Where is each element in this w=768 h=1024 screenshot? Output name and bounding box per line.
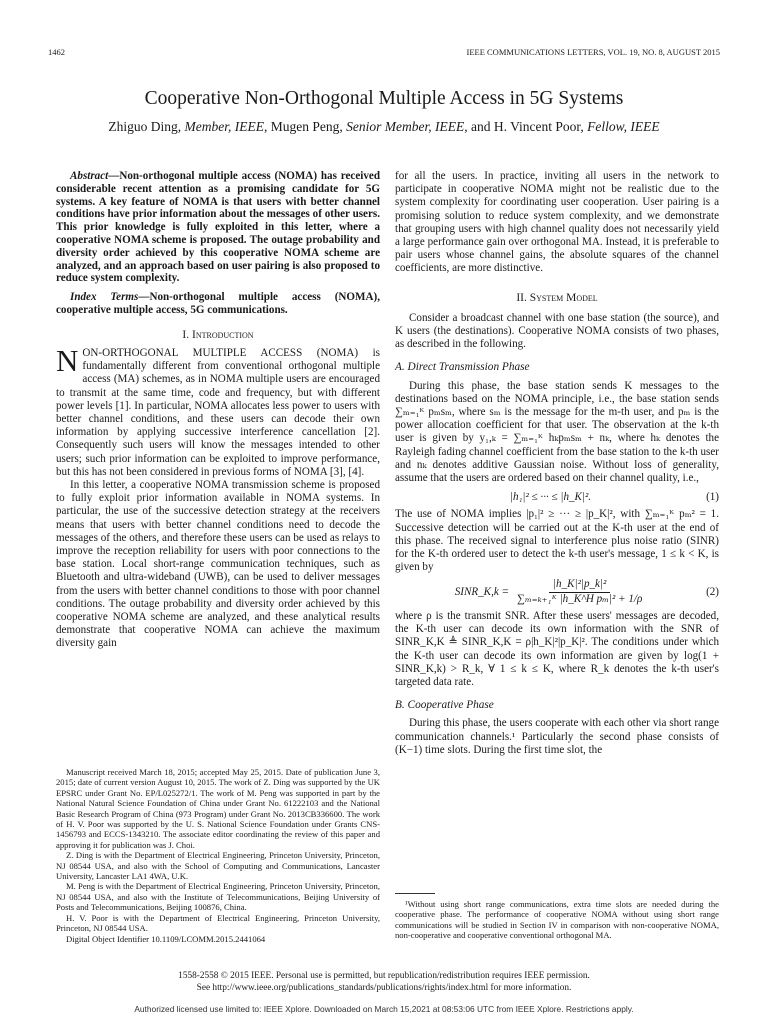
equation-1-number: (1): [706, 491, 719, 504]
equation-2-number: (2): [706, 585, 719, 598]
left-footnotes: [56, 767, 380, 944]
direct-phase-paragraph-1: During this phase, the base station sends K messages to the destinations based on the NOMA principle, i.e., the base station sends ∑ₘ₌₁ᴷ pₘsₘ, where sₘ is the message for the m-th user, and pₘ is the power allocation coefficient for that user. The observation at the k-th user is given by y₁,ₖ = ∑ₘ₌₁ᴷ hₖpₘsₘ + nₖ, where hₖ denotes the Rayleigh fading channel coefficient from the base station to the k-th user and nₖ denotes additive Gaussian noise. Without loss of generality, assume that the users are ordered based on their channel quality, i.e.,: [395, 379, 719, 485]
author-peng-role: Senior Member, IEEE: [346, 119, 465, 134]
index-terms-label: Index Terms: [70, 291, 139, 304]
drop-cap: N: [56, 342, 79, 378]
intro-paragraph-1: [56, 342, 380, 479]
direct-phase-paragraph-3: where ρ is the transmit SNR. After these users' messages are decoded, the K-th user can decode its own information with the SNR of SINR_K,K ≜ SINR_K,K = ρ|h_K|²|p_K|². The conditions under which the K-th user can decode its own information are given by log(1 + SINR_K,k) > R_k, ∀ 1 ≤ k ≤ K, where R_k denotes the k-th user's targeted data rate.: [395, 609, 719, 688]
footnote-rule: [395, 893, 435, 894]
left-column: [56, 170, 380, 651]
equation-1: [395, 491, 719, 504]
footnote-poor: H. V. Poor is with the Department of Electrical Engineering, Princeton University, Princeton, NJ 08544 USA.: [56, 912, 380, 934]
copyright-notice: 1558-2558 © 2015 IEEE. Personal use is permitted, but republication/redistribution requires IEEE permission.: [178, 971, 590, 981]
system-model-paragraph: Consider a broadcast channel with one base station (the source), and K users (the destinations). Cooperative NOMA consists of two phases, as described in the following.: [395, 311, 719, 351]
footnote-doi: Digital Object Identifier 10.1109/LCOMM.2015.2441064: [66, 933, 266, 944]
subsection-b-heading: B. Cooperative Phase: [395, 699, 494, 712]
equation-2-denominator: ∑ₘ₌ₖ₊₁ᴷ |h_K^H pₘ|² + 1/ρ: [517, 592, 643, 605]
direct-phase-paragraph-2: The use of NOMA implies |p₁|² ≥ ··· ≥ |p_K|², with ∑ₘ₌₁ᴷ pₘ² = 1. Successive detection will be carried out at the K-th user at the end of this phase. The received signal to interference plus noise ratio (SINR) for the K-th ordered user to detect the k-th user's message, 1 ≤ k < K, is given by: [395, 508, 719, 574]
copyright-link-line: See http://www.ieee.org/publications_standards/publications/rights/index.html for more information.: [196, 983, 572, 993]
intro-continuation: for all the users. In practice, inviting all users in the network to participate in cooperative NOMA might not be realistic due to the system complexity for coordinating user cooperation. User pairing is a promising solution to reduce system complexity, and we demonstrate that grouping users with high channel quality does not necessarily yield a large performance gain over orthogonal MA. Instead, it is preferable to pair users whose channel gains, the absolute squares of the channel coefficients, are more distinctive.: [395, 170, 719, 275]
section-1-heading: I. Introduction: [182, 328, 254, 341]
subsection-a-heading: A. Direct Transmission Phase: [395, 361, 530, 374]
footnote-manuscript: Manuscript received March 18, 2015; accepted May 25, 2015. Date of publication June 3, 2015; date of current version August 10, 2015. The work of Z. Ding was supported by the UK EPSRC under Grant No. EP/L025272/1. The work of M. Peng was supported in part by the National Natural Science Foundation of China under Grant No. 61222103 and the National Basic Research Program of China (973 Program) under Grant No. 2013CB336600. The work of H. V. Poor was supported by the U. S. National Science Foundation under Grants CNS-1456793 and ECCS-1343210. The associate editor coordinating the review of this paper and approving it for publication was J. Choi.: [56, 767, 380, 850]
author-poor-role: Fellow, IEEE: [587, 119, 660, 134]
section-2-heading: II. System Model: [516, 291, 598, 304]
paper-title: Cooperative Non-Orthogonal Multiple Access in 5G Systems: [144, 88, 624, 109]
license-banner: Authorized licensed use limited to: IEEE Xplore. Downloaded on March 15,2021 at 08:53:06 UTC from IEEE Xplore. Restrictions apply.: [134, 1004, 634, 1014]
author-ding-role: Member, IEEE: [184, 119, 264, 134]
author-peng: Mugen Peng,: [270, 119, 343, 134]
footnote-ding: Z. Ding is with the Department of Electrical Engineering, Princeton University, Princeton, NJ 08544 USA, and also with the School of Computing and Communications, Lancaster University, Lancaster LA1 4WA, U.K.: [56, 850, 380, 882]
index-terms: [56, 291, 380, 317]
equation-2-lhs: SINR_K,k =: [454, 585, 510, 598]
author-ding: Zhiguo Ding,: [108, 119, 182, 134]
intro-p1-text: ON-ORTHOGONAL MULTIPLE ACCESS (NOMA) is fundamentally different from conventional orthogonal multiple access (MA) schemes, as in NOMA multiple users are encouraged to transmit at the same time, code and frequency, but with different power levels [1]. In particular, NOMA allocates less power to users with better channel conditions, and these users can decode their own information by applying successive interference cancellation [2]. Consequently such users will know the messages intended to other users; such prior information can be exploited to improve performance, but this has not been considered in previous forms of NOMA [3], [4].: [56, 346, 380, 478]
equation-2-numerator: |h_K|²|p_k|²: [549, 578, 610, 592]
cooperative-phase-paragraph: During this phase, the users cooperate with each other via short range communication channels.¹ Particularly the second phase consists of (K−1) time slots. During the first time slot, the: [395, 717, 719, 756]
right-column: [395, 170, 719, 757]
right-footnotes: [395, 899, 719, 941]
equation-2-body: [395, 578, 706, 605]
journal-header: IEEE COMMUNICATIONS LETTERS, VOL. 19, NO. 8, AUGUST 2015: [466, 47, 720, 57]
author-poor: and H. Vincent Poor,: [470, 119, 584, 134]
index-terms-text: —Non-orthogonal multiple access (NOMA), cooperative multiple access, 5G communications.: [56, 291, 380, 316]
abstract-label: Abstract: [70, 170, 109, 182]
author-line: Zhiguo Ding, Member, IEEE, Mugen Peng, Senior Member, IEEE, and H. Vincent Poor, Fellow, IEEE: [108, 119, 660, 134]
intro-paragraph-2: In this letter, a cooperative NOMA transmission scheme is proposed to fully exploit prior information available in NOMA systems. In particular, the use of the successive detection strategy at the receivers means that users with better channel conditions need to decode the messages of the others, and therefore these users can be used as relays to improve the reception reliability for users with poor connections to the base station. Local short-range communication techniques, such as Bluetooth and ultra-wideband (UWB), can be used to deliver messages from the users with better channel conditions to those with poor channel conditions. The outage probability and diversity order achieved by this cooperative NOMA scheme are analyzed, and these analytical results demonstrate that cooperative NOMA can achieve the maximum diversity gain: [56, 479, 380, 650]
footnote-peng: M. Peng is with the Department of Electrical Engineering, Princeton University, Princeton, NJ 08544 USA, and also with the Institute of Telecommunications, Beijing University of Posts and Telecommunications, Beijing 100876, China.: [56, 881, 380, 913]
footnote-short-range: ¹Without using short range communications, extra time slots are needed during the cooperative phase. The performance of cooperative NOMA without using short range communications will be studied in Section IV in comparison with non-cooperative NOMA, non-cooperative and cooperative conventional orthogonal MA.: [395, 899, 719, 941]
equation-2: [395, 578, 719, 605]
abstract: [56, 170, 380, 285]
equation-2-fraction: [513, 578, 646, 605]
page-number: 1462: [48, 47, 65, 57]
equation-1-body: |h₁|² ≤ ··· ≤ |h_K|².: [509, 491, 592, 504]
abstract-text: —Non-orthogonal multiple access (NOMA) has received considerable recent attention as a promising candidate for 5G systems. A key feature of NOMA is that users with better channel conditions have prior information about the messages of other users. This prior knowledge is fully exploited in this letter, where a cooperative NOMA scheme is proposed. The outage probability and diversity order achieved by this cooperative NOMA scheme are analyzed, and an approach based on user pairing is also proposed to reduce system complexity.: [56, 170, 380, 285]
